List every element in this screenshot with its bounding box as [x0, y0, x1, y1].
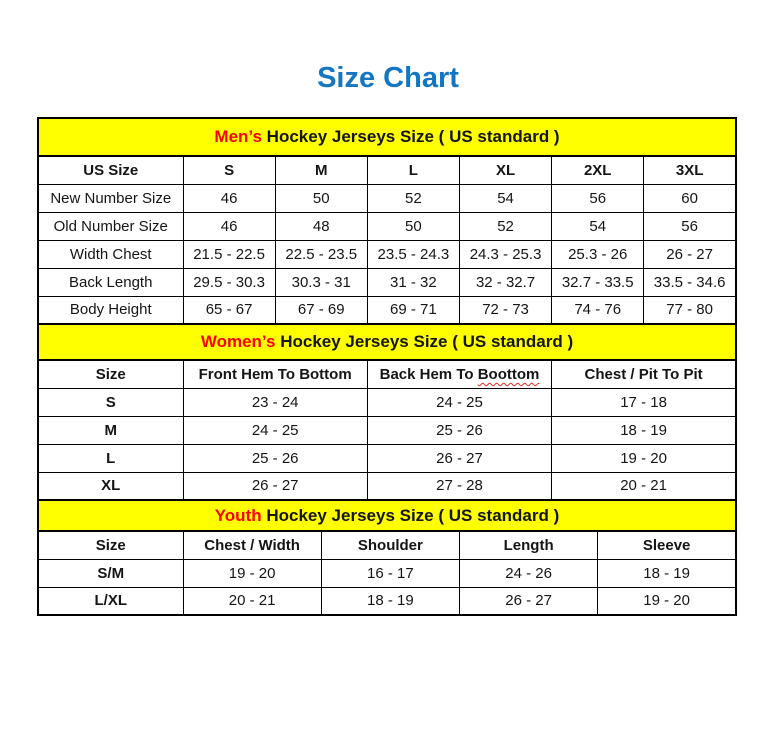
table-row: [38, 184, 736, 212]
size-value-cell: 32.7 - 33.5: [552, 268, 644, 296]
womens-banner-row: [38, 324, 736, 360]
row-label: S/M: [38, 559, 183, 587]
size-value-cell: 60: [644, 184, 736, 212]
size-value-cell: 50: [367, 212, 459, 240]
size-value-cell: 19 - 20: [552, 444, 736, 472]
youth-section-banner: Youth Hockey Jerseys Size ( US standard ): [38, 500, 736, 531]
size-value-cell: 65 - 67: [183, 296, 275, 324]
size-value-cell: 52: [459, 212, 551, 240]
size-value-cell: 26 - 27: [460, 587, 598, 615]
size-value-cell: 19 - 20: [598, 587, 736, 615]
size-value-cell: 20 - 21: [552, 472, 736, 500]
row-label: L/XL: [38, 587, 183, 615]
column-header: L: [367, 156, 459, 184]
table-row: [38, 472, 736, 500]
youth-size-table: [37, 499, 737, 616]
column-header: Shoulder: [321, 531, 459, 559]
column-header: Size: [38, 531, 183, 559]
size-value-cell: 29.5 - 30.3: [183, 268, 275, 296]
table-row: [38, 296, 736, 324]
column-header: Length: [460, 531, 598, 559]
size-value-cell: 27 - 28: [367, 472, 551, 500]
size-value-cell: 56: [644, 212, 736, 240]
column-header: Size: [38, 360, 183, 388]
size-value-cell: 25 - 26: [367, 416, 551, 444]
size-value-cell: 18 - 19: [552, 416, 736, 444]
size-value-cell: 56: [552, 184, 644, 212]
row-label: New Number Size: [38, 184, 183, 212]
size-value-cell: 25.3 - 26: [552, 240, 644, 268]
size-value-cell: 26 - 27: [644, 240, 736, 268]
size-value-cell: 33.5 - 34.6: [644, 268, 736, 296]
column-header: Chest / Pit To Pit: [552, 360, 736, 388]
size-value-cell: 18 - 19: [321, 587, 459, 615]
size-value-cell: 67 - 69: [275, 296, 367, 324]
mens-column-header-row: [38, 156, 736, 184]
row-label: Old Number Size: [38, 212, 183, 240]
size-value-cell: 46: [183, 212, 275, 240]
column-header: M: [275, 156, 367, 184]
size-value-cell: 23.5 - 24.3: [367, 240, 459, 268]
size-value-cell: 21.5 - 22.5: [183, 240, 275, 268]
column-header: Front Hem To Bottom: [183, 360, 367, 388]
column-header: Sleeve: [598, 531, 736, 559]
size-value-cell: 23 - 24: [183, 388, 367, 416]
size-value-cell: 26 - 27: [183, 472, 367, 500]
column-header: Chest / Width: [183, 531, 321, 559]
size-value-cell: 26 - 27: [367, 444, 551, 472]
size-value-cell: 52: [367, 184, 459, 212]
table-row: [38, 388, 736, 416]
size-value-cell: 50: [275, 184, 367, 212]
size-value-cell: 32 - 32.7: [459, 268, 551, 296]
size-value-cell: 31 - 32: [367, 268, 459, 296]
youth-column-header-row: [38, 531, 736, 559]
row-label: L: [38, 444, 183, 472]
size-value-cell: 25 - 26: [183, 444, 367, 472]
row-label: Back Length: [38, 268, 183, 296]
column-header: Back Hem To Boottom: [367, 360, 551, 388]
size-value-cell: 24 - 25: [183, 416, 367, 444]
size-value-cell: 24 - 25: [367, 388, 551, 416]
table-row: [38, 587, 736, 615]
size-value-cell: 24.3 - 25.3: [459, 240, 551, 268]
row-label: Body Height: [38, 296, 183, 324]
column-header: US Size: [38, 156, 183, 184]
table-row: [38, 444, 736, 472]
size-value-cell: 74 - 76: [552, 296, 644, 324]
mens-banner-red-word: Men’s: [214, 127, 262, 146]
misspelled-word: Boottom: [477, 365, 540, 383]
size-value-cell: 72 - 73: [459, 296, 551, 324]
youth-banner-red-word: Youth: [214, 505, 262, 525]
table-row: [38, 240, 736, 268]
size-value-cell: 54: [552, 212, 644, 240]
mens-size-table: [37, 117, 737, 325]
size-value-cell: 22.5 - 23.5: [275, 240, 367, 268]
table-row: [38, 559, 736, 587]
mens-banner-row: [38, 118, 736, 156]
mens-section-banner: Men’s Hockey Jerseys Size ( US standard ): [38, 118, 736, 156]
row-label: Width Chest: [38, 240, 183, 268]
size-value-cell: 24 - 26: [460, 559, 598, 587]
size-value-cell: 46: [183, 184, 275, 212]
column-header: 3XL: [644, 156, 736, 184]
size-value-cell: 69 - 71: [367, 296, 459, 324]
table-row: [38, 416, 736, 444]
column-header: XL: [459, 156, 551, 184]
table-row: [38, 268, 736, 296]
youth-banner-row: [38, 500, 736, 531]
size-value-cell: 16 - 17: [321, 559, 459, 587]
size-value-cell: 77 - 80: [644, 296, 736, 324]
row-label: S: [38, 388, 183, 416]
size-value-cell: 18 - 19: [598, 559, 736, 587]
size-tables-container: [37, 117, 737, 616]
size-value-cell: 30.3 - 31: [275, 268, 367, 296]
size-value-cell: 54: [459, 184, 551, 212]
womens-size-table: [37, 323, 737, 501]
column-header: S: [183, 156, 275, 184]
column-header: 2XL: [552, 156, 644, 184]
womens-banner-red-word: Women’s: [200, 332, 276, 351]
table-row: [38, 212, 736, 240]
row-label: XL: [38, 472, 183, 500]
size-value-cell: 20 - 21: [183, 587, 321, 615]
size-value-cell: 17 - 18: [552, 388, 736, 416]
size-value-cell: 48: [275, 212, 367, 240]
womens-section-banner: Women’s Hockey Jerseys Size ( US standard ): [38, 324, 736, 360]
row-label: M: [38, 416, 183, 444]
page-title: Size Chart: [317, 62, 459, 94]
size-value-cell: 19 - 20: [183, 559, 321, 587]
womens-column-header-row: [38, 360, 736, 388]
